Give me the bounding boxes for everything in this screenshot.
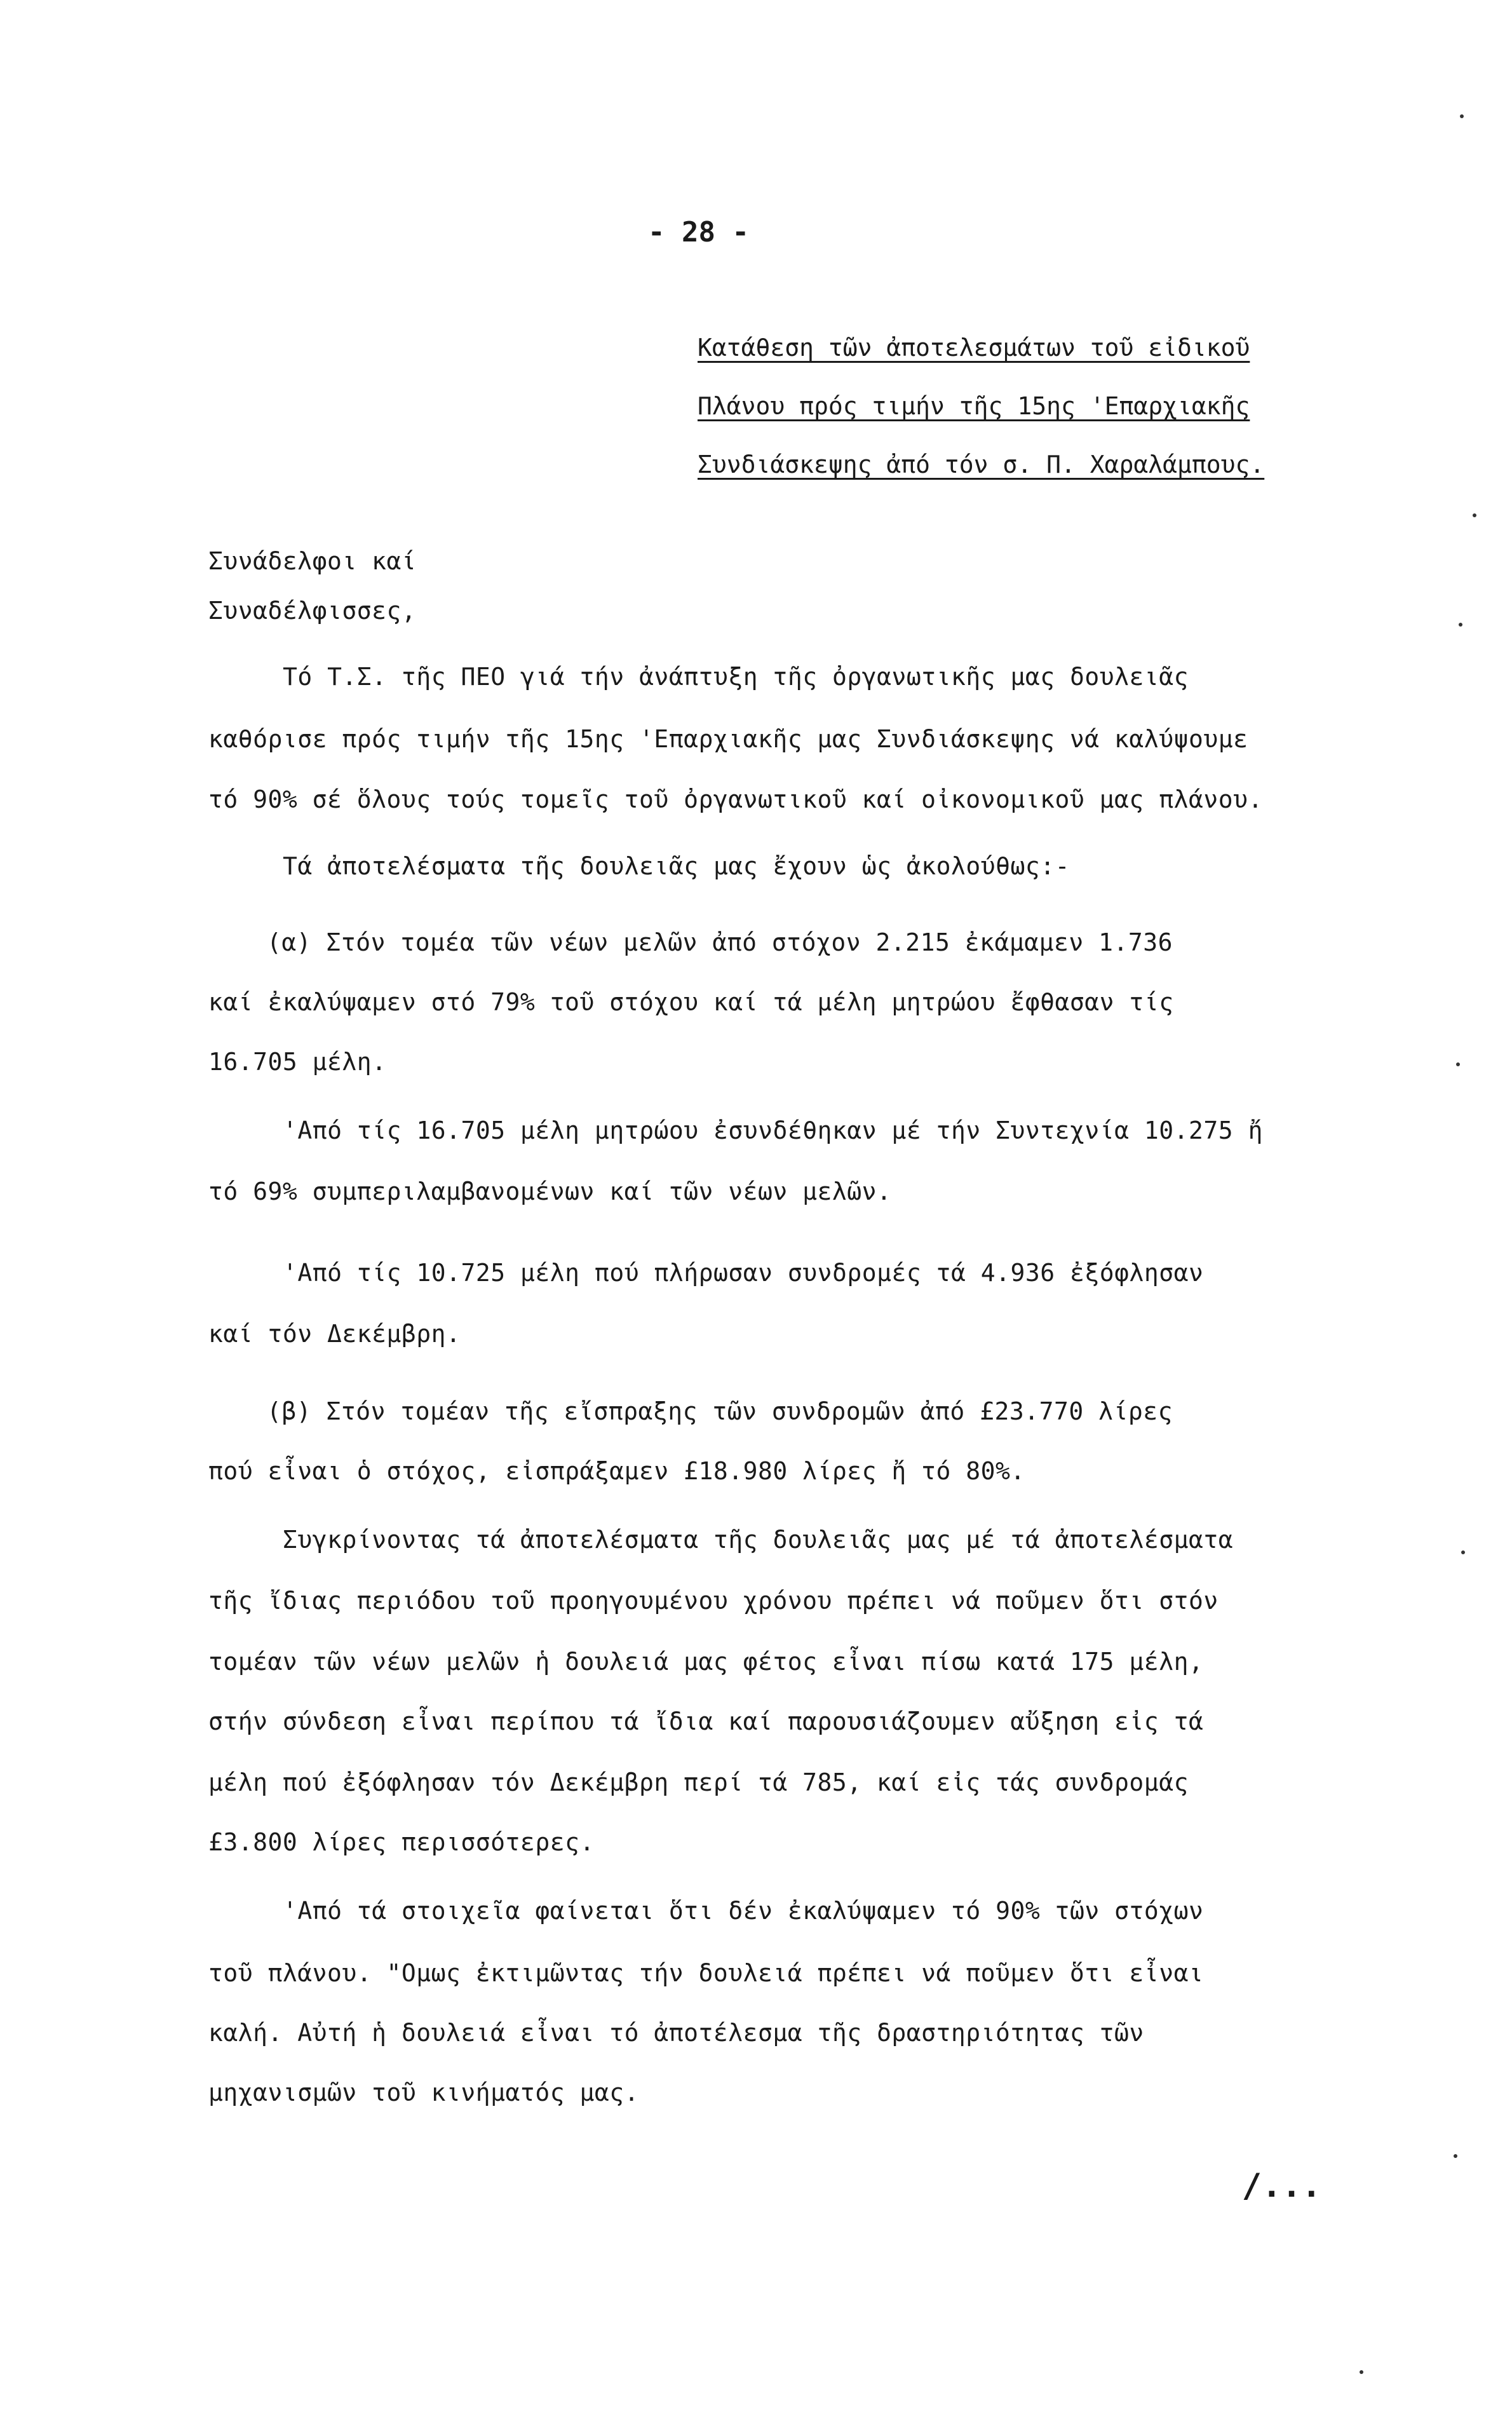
text-line: τό 90% σέ ὅλους τούς τομεῖς τοῦ ὀργανωτικοῦ καί οἰκονομικοῦ μας πλάνου.: [208, 785, 1263, 813]
heading-line: Συνδιάσκεψης ἀπό τόν σ. Π. Χαραλάμπους.: [698, 451, 1265, 478]
text-line: καλή. Αὐτή ἡ δουλειά εἶναι τό ἀποτέλεσμα τῆς δραστηριότητας τῶν: [208, 2019, 1144, 2047]
text-line: Τό Τ.Σ. τῆς ΠΕΟ γιά τήν ἀνάπτυξη τῆς ὀργανωτικῆς μας δουλειᾶς: [283, 663, 1189, 691]
scan-speck: [1473, 513, 1476, 517]
text-line: καθόρισε πρός τιμήν τῆς 15ης 'Επαρχιακῆς μας Συνδιάσκεψης νά καλύψουμε: [208, 725, 1248, 753]
scan-speck: [1454, 2154, 1457, 2158]
greeting-line: Συναδέλφισσες,: [208, 597, 417, 625]
text-line: Τά ἀποτελέσματα τῆς δουλειᾶς μας ἔχουν ὡς ἀκολούθως:-: [283, 852, 1070, 880]
text-line: καί ἐκαλύψαμεν στό 79% τοῦ στόχου καί τά μέλη μητρώου ἔφθασαν τίς: [208, 988, 1174, 1016]
text-line: τοῦ πλάνου. "Ομως ἐκτιμῶντας τήν δουλειά πρέπει νά ποῦμεν ὅτι εἶναι: [208, 1959, 1204, 1987]
text-line: (β) Στόν τομέαν τῆς εἴσπραξης τῶν συνδρομῶν ἀπό £23.770 λίρες: [267, 1397, 1173, 1425]
text-line: £3.800 λίρες περισσότερες.: [208, 1828, 595, 1856]
text-line: τῆς ἴδιας περιόδου τοῦ προηγουμένου χρόνου πρέπει νά ποῦμεν ὅτι στόν: [208, 1587, 1218, 1615]
text-line: (α) Στόν τομέα τῶν νέων μελῶν ἀπό στόχον 2.215 ἐκάμαμεν 1.736: [267, 928, 1173, 956]
text-line: τομέαν τῶν νέων μελῶν ἡ δουλειά μας φέτος εἶναι πίσω κατά 175 μέλη,: [208, 1648, 1204, 1676]
text-line: καί τόν Δεκέμβρη.: [208, 1320, 461, 1348]
scan-speck: [1461, 1550, 1465, 1554]
text-line: μηχανισμῶν τοῦ κινήματός μας.: [208, 2079, 639, 2106]
heading-line: Κατάθεση τῶν ἀποτελεσμάτων τοῦ εἰδικοῦ: [698, 334, 1250, 362]
text-line: Συγκρίνοντας τά ἀποτελέσματα τῆς δουλειᾶς μας μέ τά ἀποτελέσματα: [283, 1526, 1234, 1554]
text-line: μέλη πού ἐξόφλησαν τόν Δεκέμβρη περί τά 785, καί εἰς τάς συνδρομάς: [208, 1768, 1189, 1796]
heading-line: Πλάνου πρός τιμήν τῆς 15ης 'Επαρχιακῆς: [698, 392, 1250, 420]
scan-speck: [1360, 2370, 1363, 2374]
greeting-line: Συνάδελφοι καί: [208, 547, 417, 575]
text-line: 'Από τίς 16.705 μέλη μητρώου ἐσυνδέθηκαν μέ τήν Συντεχνία 10.275 ἤ: [283, 1116, 1263, 1144]
scan-speck: [1456, 1062, 1460, 1066]
text-line: πού εἶναι ὁ στόχος, εἰσπράξαμεν £18.980 λίρες ἤ τό 80%.: [208, 1457, 1025, 1485]
continuation-mark: /...: [1241, 2167, 1321, 2205]
scan-speck: [1460, 114, 1464, 118]
text-line: 'Από τίς 10.725 μέλη πού πλήρωσαν συνδρομές τά 4.936 ἐξόφλησαν: [283, 1259, 1204, 1287]
text-line: 'Από τά στοιχεῖα φαίνεται ὅτι δέν ἐκαλύψαμεν τό 90% τῶν στόχων: [283, 1897, 1204, 1925]
text-line: στήν σύνδεση εἶναι περίπου τά ἴδια καί παρουσιάζουμεν αὔξηση εἰς τά: [208, 1707, 1204, 1735]
page-number: - 28 -: [648, 216, 749, 248]
text-line: 16.705 μέλη.: [208, 1048, 387, 1076]
scan-speck: [1459, 623, 1462, 627]
text-line: τό 69% συμπεριλαμβανομένων καί τῶν νέων μελῶν.: [208, 1177, 892, 1205]
